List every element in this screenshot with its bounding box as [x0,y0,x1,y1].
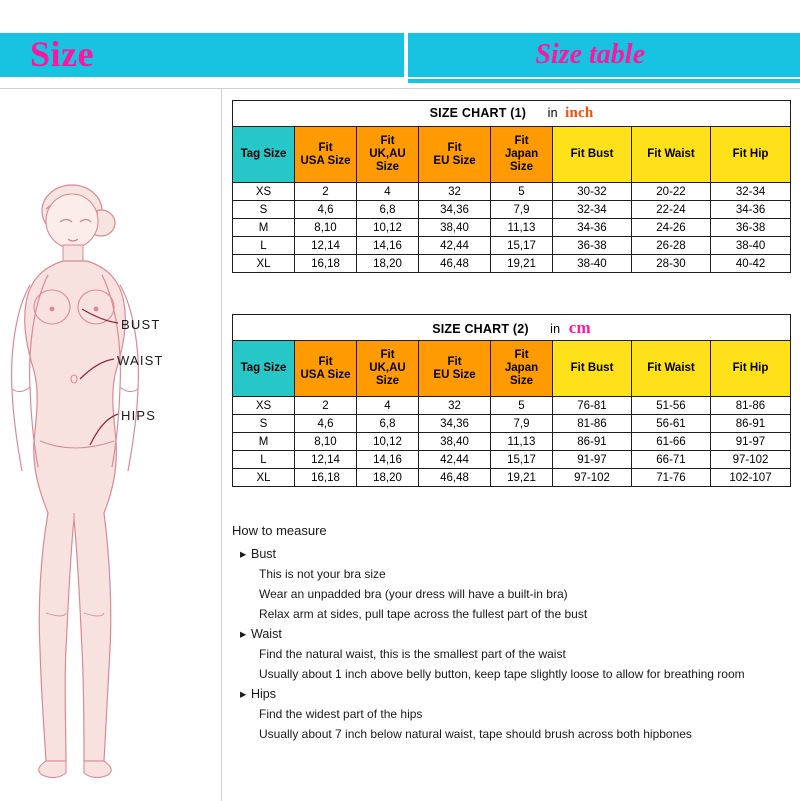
cell-waist: 51-56 [632,397,711,415]
cell-waist: 26-28 [632,237,711,255]
col-header-text: Fit Waist [647,148,695,160]
cell-ukau: 4 [357,397,419,415]
cell-eu: 46,48 [419,469,491,487]
col-header-waist-2 [632,341,711,397]
cell-bust: 91-97 [553,451,632,469]
how-to-line: Wear an unpadded bra (your dress will have a built-in bra) [259,587,568,601]
triangle-bullet-icon: ▸ [240,547,247,561]
how-to-group-hips [240,684,792,744]
col-header-eu-2: Fit EU Size [419,341,491,397]
cell-waist: 22-24 [632,201,711,219]
size-chart-1-block [232,100,790,273]
how-to-line: Find the natural waist, this is the smallest part of the waist [259,647,566,661]
cell-ukau: 10,12 [357,433,419,451]
cell-usa: 12,14 [295,237,357,255]
col-header-tag-size-1 [233,127,295,183]
cell-eu: 32 [419,183,491,201]
how-to-group-heading [240,624,792,644]
cell-bust: 81-86 [553,415,632,433]
triangle-bullet-icon: ▸ [240,627,247,641]
size-chart-1-caption-row [233,101,791,127]
cell-ukau: 18,20 [357,469,419,487]
how-to-group-heading-text: Waist [251,627,282,641]
cell-eu: 34,36 [419,201,491,219]
cell-usa: 8,10 [295,219,357,237]
cell-hip: 34-36 [711,201,791,219]
caption-main-2: SIZE CHART (2) [432,321,529,336]
cell-ukau: 4 [357,183,419,201]
cell-ukau: 10,12 [357,219,419,237]
cell-tag: S [233,415,295,433]
cell-tag: S [233,201,295,219]
content-panel [223,89,800,801]
col-header-japan-1: Fit Japan Size [491,127,553,183]
cell-eu: 46,48 [419,255,491,273]
cell-bust: 76-81 [553,397,632,415]
cell-hip: 86-91 [711,415,791,433]
cell-bust: 38-40 [553,255,632,273]
how-to-group-heading-text: Hips [251,687,277,701]
col-header-text: Fit Hip [732,148,769,160]
figure-panel [0,89,222,801]
cell-eu: 38,40 [419,433,491,451]
col-header-text: Fit Bust [570,362,614,374]
cell-bust: 36-38 [553,237,632,255]
triangle-bullet-icon: ▸ [240,687,247,701]
table-row [233,255,791,273]
cell-tag: L [233,237,295,255]
cell-japan: 11,13 [491,219,553,237]
cell-japan: 5 [491,183,553,201]
cell-japan: 7,9 [491,201,553,219]
how-to-line: Find the widest part of the hips [259,707,423,721]
table-row [233,219,791,237]
col-header-text: Tag Size [240,148,287,160]
table-row [233,397,791,415]
measure-label-bust: BUST [121,317,161,332]
size-chart-1-caption [233,101,791,127]
cell-hip: 32-34 [711,183,791,201]
table-row [233,469,791,487]
cell-bust: 86-91 [553,433,632,451]
cell-eu: 38,40 [419,219,491,237]
measure-label-waist: WAIST [117,353,164,368]
how-to-group-bust [240,544,792,624]
page-body [0,88,800,800]
col-header-ukau-1: Fit UK,AU Size [357,127,419,183]
table-row [233,201,791,219]
cell-eu: 42,44 [419,237,491,255]
header-underline [408,79,800,83]
female-body-figure-icon [0,89,222,801]
cell-eu: 32 [419,397,491,415]
col-header-japan-2: Fit Japan Size [491,341,553,397]
cell-ukau: 14,16 [357,451,419,469]
table-row [233,415,791,433]
cell-bust: 32-34 [553,201,632,219]
cell-usa: 16,18 [295,255,357,273]
page-header [0,0,800,88]
size-chart-2-caption-row [233,315,791,341]
size-chart-2-block [232,314,790,487]
cell-hip: 40-42 [711,255,791,273]
col-header-hip-1 [711,127,791,183]
col-header-text: Fit Waist [647,362,695,374]
size-chart-2-table [232,314,791,487]
how-to-group-waist [240,624,792,684]
cell-tag: XL [233,469,295,487]
cell-tag: XS [233,397,295,415]
cell-waist: 56-61 [632,415,711,433]
how-to-group-heading [240,544,792,564]
cell-hip: 38-40 [711,237,791,255]
how-to-measure-section [232,521,792,744]
cell-eu: 42,44 [419,451,491,469]
cell-japan: 15,17 [491,451,553,469]
cell-hip: 36-38 [711,219,791,237]
cell-hip: 97-102 [711,451,791,469]
cell-usa: 12,14 [295,451,357,469]
col-header-eu-1: Fit EU Size [419,127,491,183]
cell-usa: 4,6 [295,415,357,433]
cell-usa: 2 [295,183,357,201]
how-to-line: Relax arm at sides, pull tape across the fullest part of the bust [259,607,588,621]
cell-waist: 66-71 [632,451,711,469]
cell-hip: 91-97 [711,433,791,451]
col-header-text: Fit Hip [732,362,769,374]
table-row [233,451,791,469]
how-to-group-heading [240,684,792,704]
size-chart-2-caption [233,315,791,341]
col-header-usa-2: Fit USA Size [295,341,357,397]
cell-ukau: 18,20 [357,255,419,273]
cell-ukau: 14,16 [357,237,419,255]
cell-waist: 61-66 [632,433,711,451]
page-title: Size table [535,39,645,70]
col-header-tag-size-2 [233,341,295,397]
how-to-measure-title: How to measure [232,523,327,538]
cell-japan: 19,21 [491,469,553,487]
cell-usa: 2 [295,397,357,415]
col-header-text: Tag Size [240,362,287,374]
cell-tag: M [233,433,295,451]
size-chart-1-table [232,100,791,273]
header-size-word: Size [30,34,94,74]
how-to-line: This is not your bra size [259,567,386,581]
cell-ukau: 6,8 [357,415,419,433]
cell-japan: 15,17 [491,237,553,255]
col-header-waist-1 [632,127,711,183]
cell-tag: L [233,451,295,469]
cell-usa: 8,10 [295,433,357,451]
cell-bust: 34-36 [553,219,632,237]
cell-waist: 28-30 [632,255,711,273]
cell-usa: 4,6 [295,201,357,219]
how-to-line: Usually about 7 inch below natural waist, tape should brush across both hipbones [259,727,692,741]
col-header-hip-2 [711,341,791,397]
caption-in-1: in [547,106,558,120]
cell-tag: M [233,219,295,237]
cell-bust: 97-102 [553,469,632,487]
cell-hip: 81-86 [711,397,791,415]
cell-japan: 19,21 [491,255,553,273]
table-row [233,237,791,255]
caption-in-2: in [550,321,561,336]
col-header-bust-2 [553,341,632,397]
cell-japan: 5 [491,397,553,415]
col-header-bust-1 [553,127,632,183]
cell-usa: 16,18 [295,469,357,487]
caption-main-1: SIZE CHART (1) [429,106,527,120]
cell-tag: XL [233,255,295,273]
cell-bust: 30-32 [553,183,632,201]
how-to-line: Usually about 1 inch above belly button, keep tape slightly loose to allow for breathing room [259,667,745,681]
cell-ukau: 6,8 [357,201,419,219]
col-header-usa-1: Fit USA Size [295,127,357,183]
cell-japan: 11,13 [491,433,553,451]
cell-waist: 20-22 [632,183,711,201]
table-row [233,183,791,201]
col-header-ukau-2: Fit UK,AU Size [357,341,419,397]
col-header-text: Fit Bust [570,148,614,160]
cell-japan: 7,9 [491,415,553,433]
table-row [233,433,791,451]
size-chart-1-header-row [233,127,791,183]
cell-waist: 71-76 [632,469,711,487]
cell-eu: 34,36 [419,415,491,433]
measure-label-hips: HIPS [121,408,157,423]
cell-waist: 24-26 [632,219,711,237]
size-chart-2-header-row [233,341,791,397]
caption-unit-1: inch [565,105,594,121]
cell-tag: XS [233,183,295,201]
cell-hip: 102-107 [711,469,791,487]
caption-unit-2: cm [568,317,591,337]
how-to-group-heading-text: Bust [251,547,277,561]
